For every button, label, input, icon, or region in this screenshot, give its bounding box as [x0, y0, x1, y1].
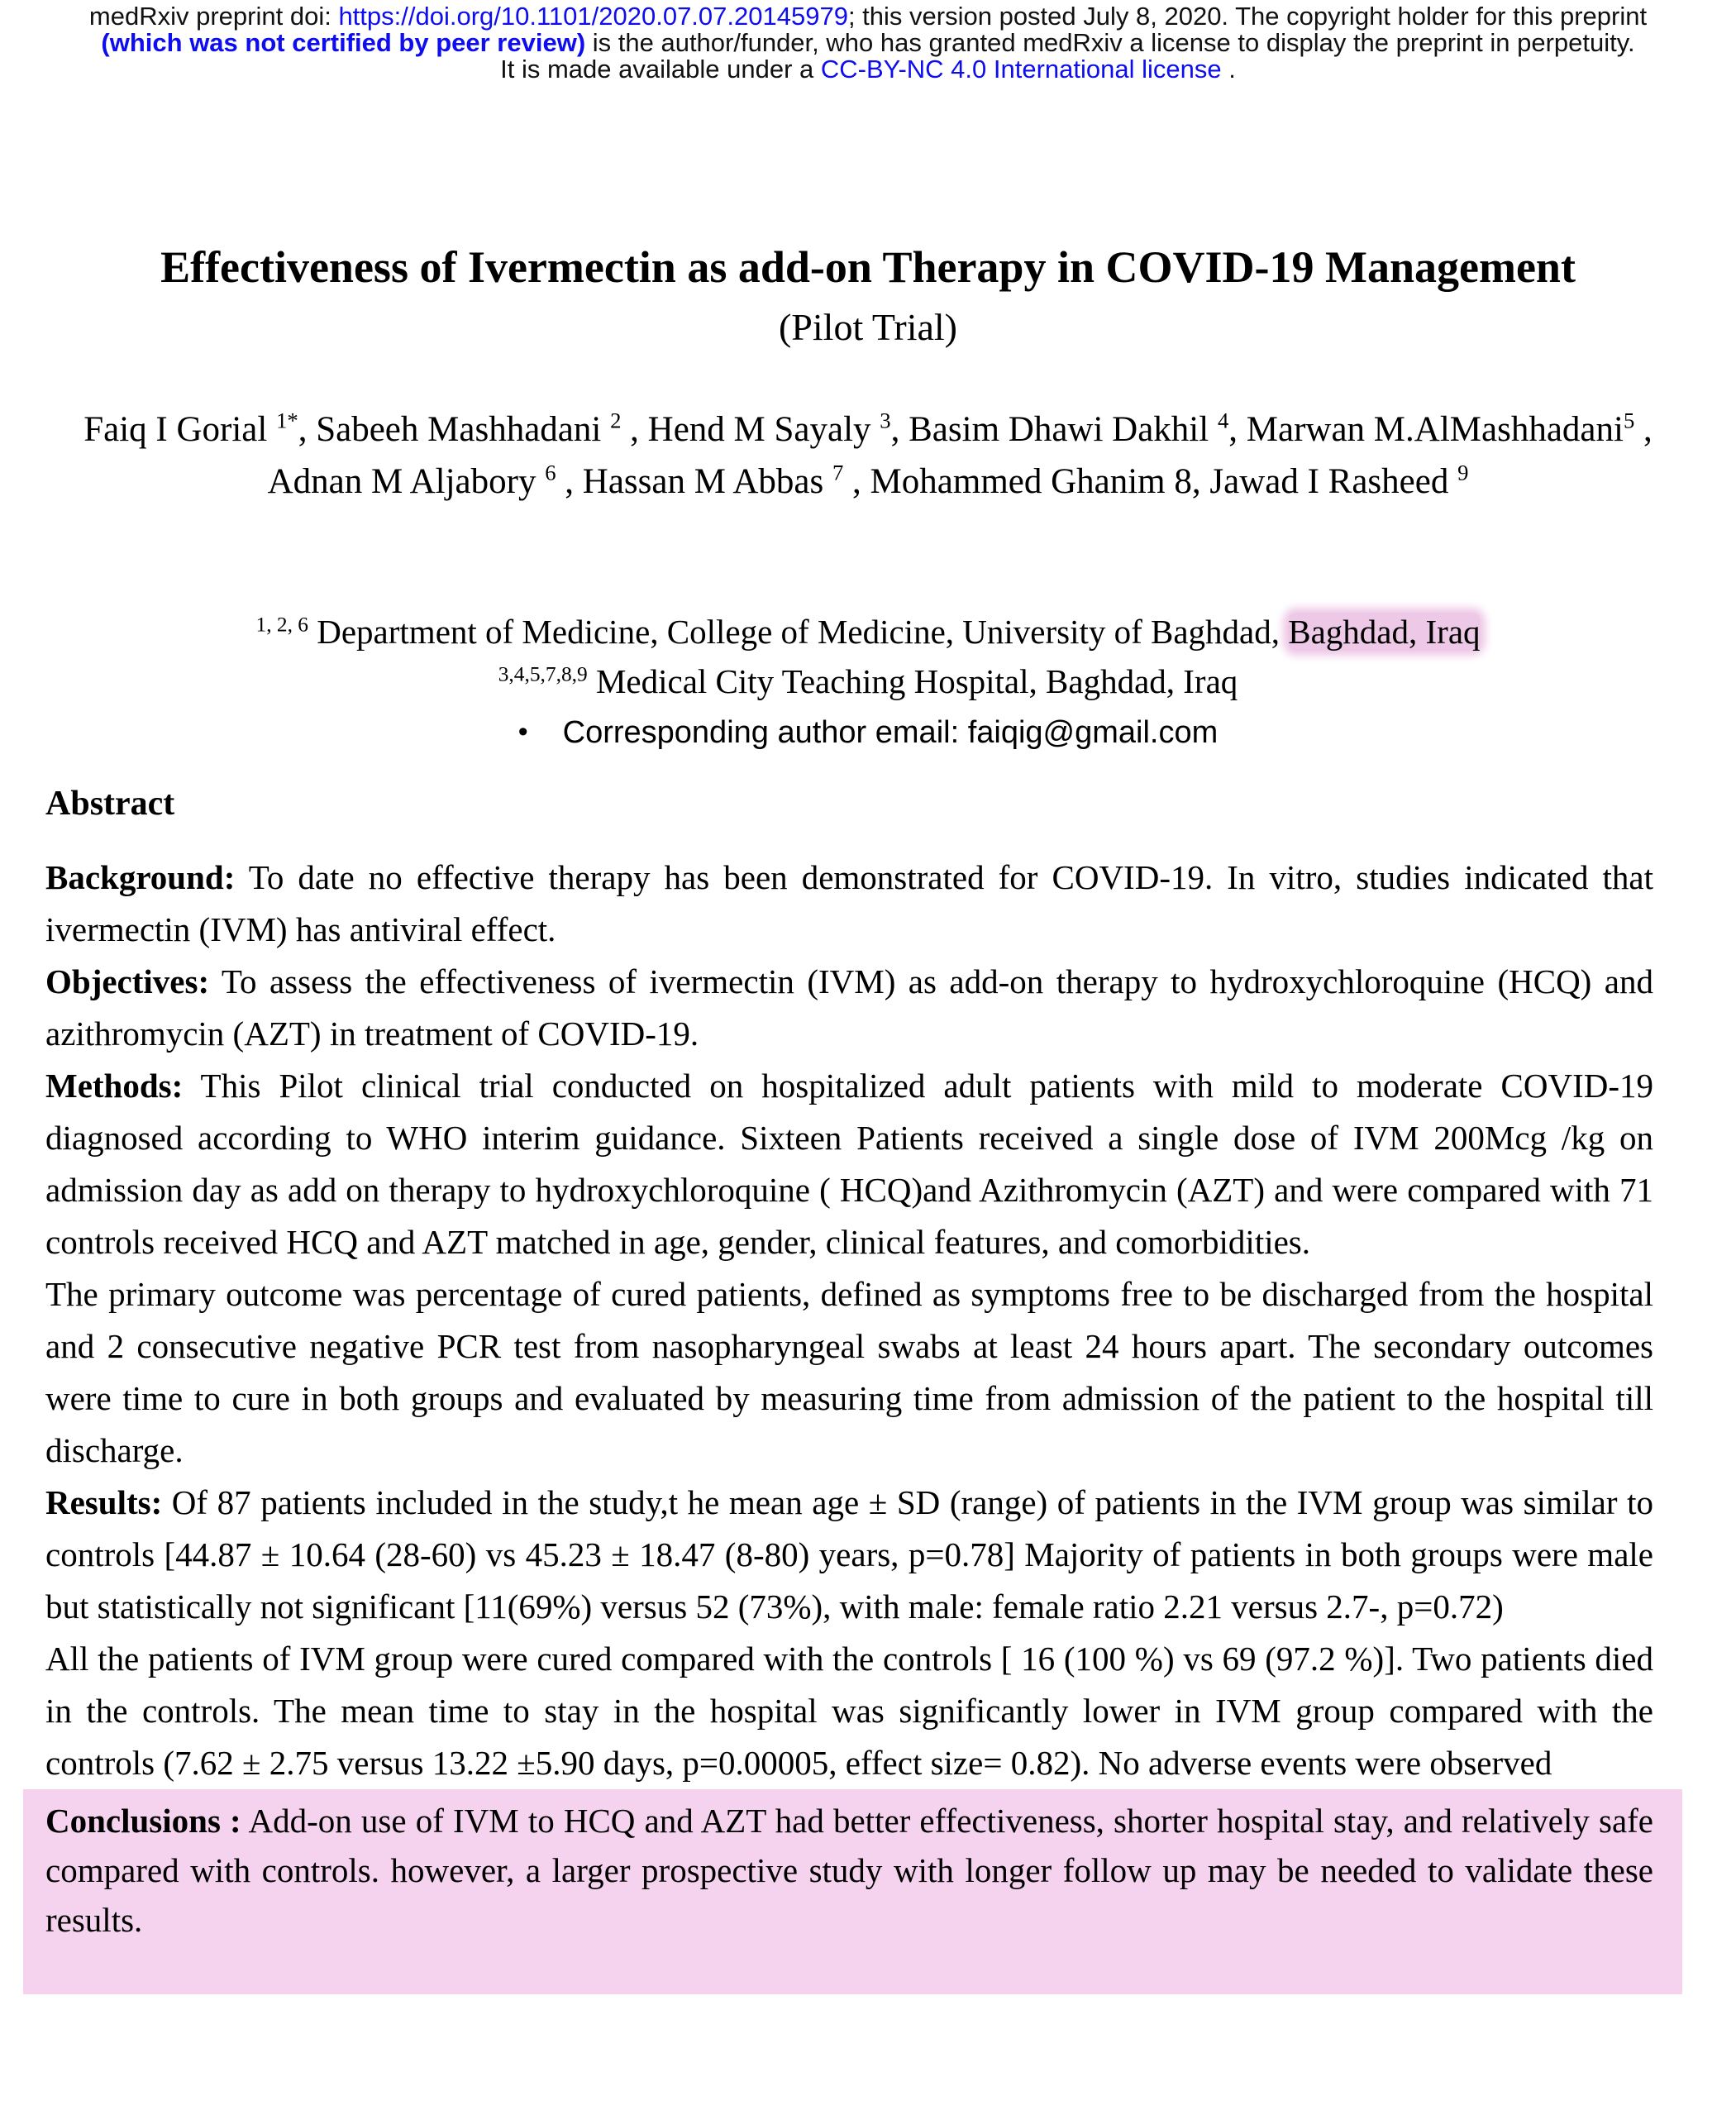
paragraph-results-continued: All the patients of IVM group were cured compared with the controls [ 16 (100 %) vs 69 (97.2 %)]. Two patients died in the controls. The mean time to stay in the hospital was significantly lower in IVM group compared with the controls (7.62 ± 2.75 versus 13.22 ±5.90 days, p=0.00005, effect size= 0.82). No adverse events were observed: [45, 1640, 1653, 1782]
masthead-line-3: [0, 56, 1736, 83]
conclusions-highlight-block: [23, 1789, 1682, 1994]
author: , Adnan M Aljabory $^6$: [267, 410, 1653, 501]
masthead-version-text: ; this version posted July 8, 2020. The copyright holder for this preprint: [847, 2, 1648, 31]
paragraph-primary-outcome: The primary outcome was percentage of cured patients, defined as symptoms free to be discharged from the hospital and 2 consecutive negative PCR test from nasopharyngeal swabs at least 24 hours apart. The secondary outcomes were time to cure in both groups and evaluated by measuring time from admission of the patient to the hospital till discharge.: [45, 1275, 1653, 1469]
author: , Basim Dhawi Dakhil $^4$: [890, 408, 1229, 449]
masthead-doi-prefix: medRxiv preprint doi:: [88, 2, 339, 31]
author-superscript: 9: [1457, 460, 1469, 485]
masthead-author-funder-text: is the author/funder, who has granted medRxiv a license to display the preprint in perpetuity.: [585, 28, 1635, 57]
license-link[interactable]: CC-BY-NC 4.0 International license: [820, 55, 1222, 84]
doi-link[interactable]: https://doi.org/10.1101/2020.07.07.20145979: [338, 2, 848, 31]
author-superscript: 2: [610, 408, 622, 433]
corresponding-author-email: Corresponding author email: faiqig@gmail.com: [562, 715, 1219, 750]
author: , Sabeeh Mashhadani $^2$: [298, 408, 622, 449]
affiliation-superscript: 3,4,5,7,8,9: [498, 662, 588, 686]
corresponding-author-line: [0, 706, 1736, 758]
masthead-line-1: [0, 3, 1736, 30]
masthead-license-suffix: .: [1221, 55, 1236, 84]
author-superscript: 4: [1217, 408, 1229, 433]
author-superscript: 1*: [276, 408, 298, 433]
author: , Marwan M.AlMashhadani$^5$: [1228, 408, 1635, 449]
author: , Hend M Sayaly $^3$: [621, 408, 891, 449]
paragraph-label: Conclusions :: [45, 1802, 241, 1840]
paper-title: Effectiveness of Ivermectin as add-on Therapy in COVID-19 Management: [160, 242, 1576, 292]
paragraph-label: Results:: [45, 1483, 163, 1521]
paragraph-background: Background: To date no effective therapy has been demonstrated for COVID-19. In vitro, studies indicated that ivermectin (IVM) has antiviral effect.: [45, 858, 1653, 948]
affiliation-line: $^{3,4,5,7,8,9}$ Medical City Teaching Hospital, Baghdad, Iraq: [498, 662, 1238, 700]
author-superscript: 3: [880, 408, 891, 433]
paragraph-methods: Methods: This Pilot clinical trial conducted on hospitalized adult patients with mild to moderate COVID-19 diagnosed according to WHO interim guidance. Sixteen Patients received a single dose of IVM 200Mcg /kg on admission day as add on therapy to hydroxychloroquine ( HCQ)and Azithromycin (AZT) and were compared with 71 controls received HCQ and AZT matched in age, gender, clinical features, and comorbidities.: [45, 1067, 1653, 1261]
paragraph-conclusions: Conclusions : Add-on use of IVM to HCQ and AZT had better effectiveness, shorter hospital stay, and relatively safe compared with controls. however, a larger prospective study with longer follow up may be needed to validate these results.: [45, 1802, 1653, 1939]
paragraph-label: Objectives:: [45, 962, 210, 1000]
masthead-license-prefix: It is made available under a: [500, 55, 821, 84]
author-superscript: 7: [832, 460, 844, 485]
paragraph-label: Methods:: [45, 1067, 184, 1105]
author-superscript: 5: [1623, 408, 1635, 433]
abstract-body: [45, 852, 1653, 1994]
affiliation-line: $^{1, 2, 6}$ Department of Medicine, College of Medicine, University of Baghdad, Baghdad, Iraq: [255, 613, 1481, 651]
author: , Hassan M Abbas $^7$: [556, 460, 844, 501]
highlighted-text: Baghdad, Iraq: [1288, 613, 1481, 651]
bullet-icon: •: [517, 716, 528, 747]
author-superscript: 6: [545, 460, 556, 485]
affiliations: [0, 607, 1736, 758]
author: Faiq I Gorial $^{1*}$: [83, 408, 298, 449]
abstract-heading: Abstract: [45, 785, 175, 823]
preprint-masthead: [0, 3, 1736, 83]
paragraph-results: Results: Of 87 patients included in the study,t he mean age ± SD (range) of patients in the IVM group was similar to controls [44.87 ± 10.64 (28-60) vs 45.23 ± 18.47 (8-80) years, p=0.78] Majority of patients in both groups were male but statistically not significant [11(69%) versus 52 (73%), with male: female ratio 2.21 versus 2.7-, p=0.72): [45, 1483, 1653, 1626]
paragraph-label: Background:: [45, 858, 236, 896]
affiliation-superscript: 1, 2, 6: [255, 613, 308, 637]
author-list: [54, 403, 1682, 508]
masthead-line-2: [0, 30, 1736, 56]
author: , Mohammed Ghanim 8, Jawad I Rasheed $^9$: [843, 460, 1469, 501]
paper-subtitle: (Pilot Trial): [778, 306, 957, 348]
paragraph-objectives: Objectives: To assess the effectiveness of ivermectin (IVM) as add-on therapy to hydroxychloroquine (HCQ) and azithromycin (AZT) in treatment of COVID-19.: [45, 962, 1653, 1053]
not-certified-link[interactable]: (which was not certified by peer review): [101, 28, 586, 57]
